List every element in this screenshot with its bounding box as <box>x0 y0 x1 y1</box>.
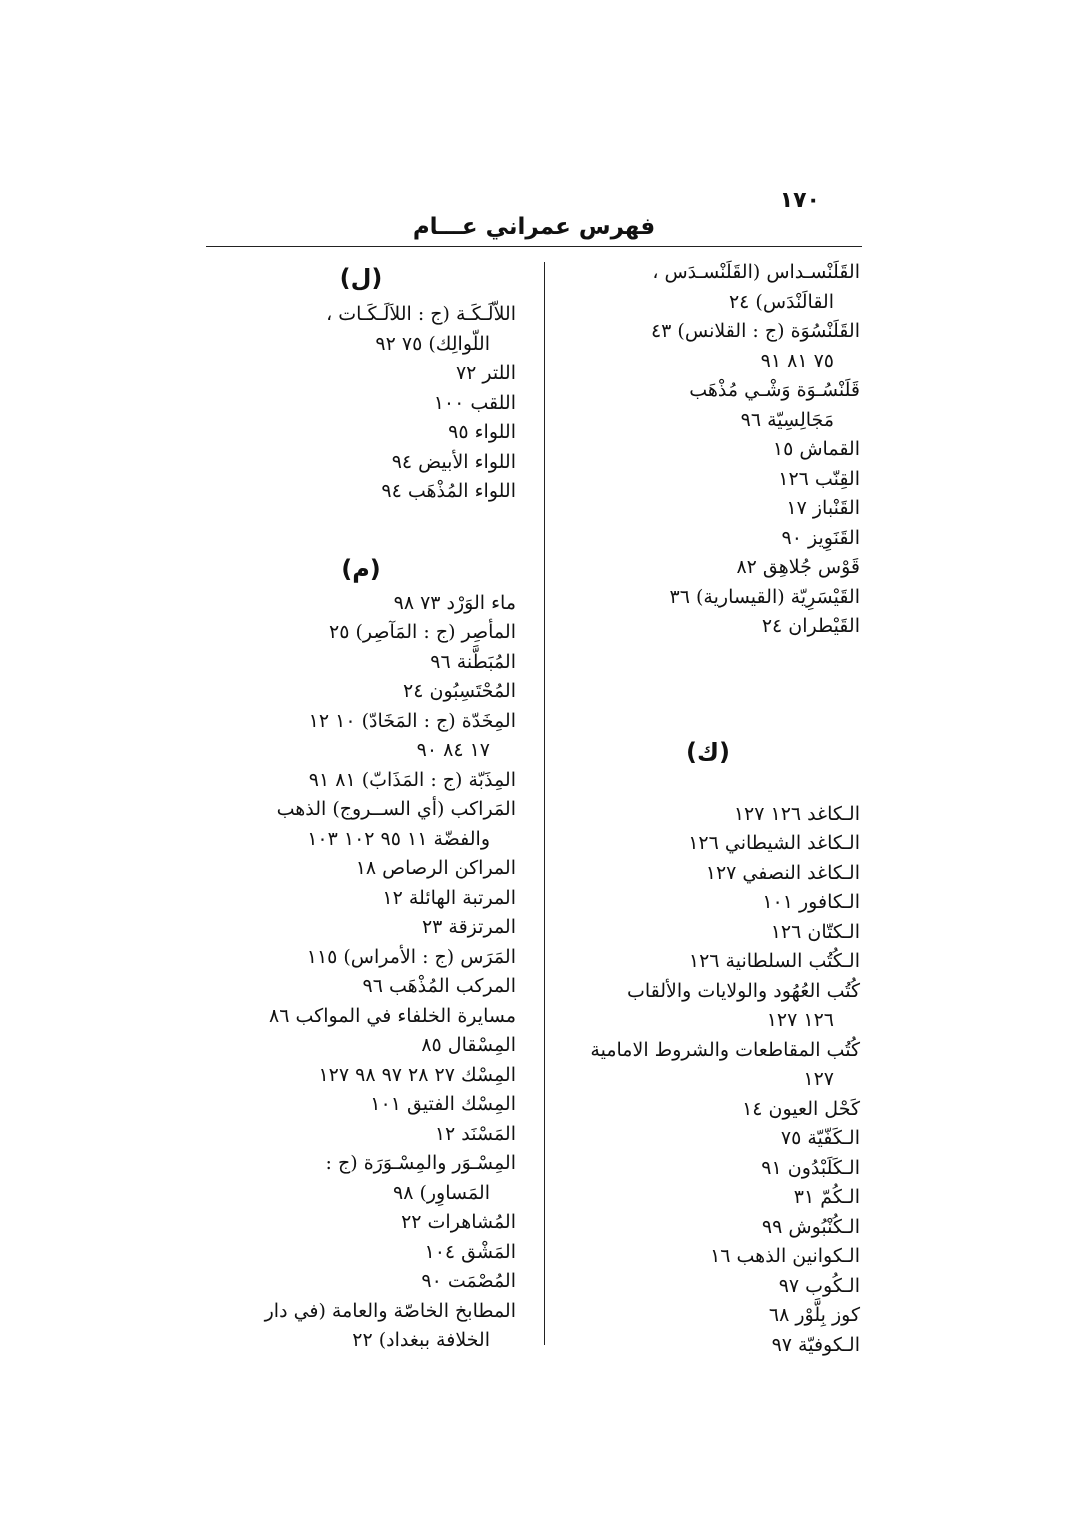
index-entry: المُحْتَسِبُون ٢٤ <box>403 680 516 702</box>
index-section-mim <box>206 589 516 1356</box>
index-entry: المأصِر (ج : المَآصِر) ٢٥ <box>329 621 516 643</box>
index-section-kaf <box>556 800 860 1361</box>
index-entry: المَرَس (ج : الأمراس) ١١٥ <box>306 945 516 968</box>
index-entry: ١٧ ٨٤ ٩٠ <box>416 739 490 761</box>
index-entry: الـكاغد النصفي ١٢٧ <box>705 861 860 884</box>
section-heading-mim: (م) <box>341 554 381 583</box>
index-entry: اللواء ٩٥ <box>448 421 516 443</box>
index-entry: القَلَنْسـداس (القَلَنْسـدَس ، <box>652 261 860 283</box>
index-entry: كَحْل العيون ١٤ <box>742 1097 860 1120</box>
index-entry: مَجَالِسِيّة ٩٦ <box>740 408 834 431</box>
index-entry: الـكاغد الشيطاني ١٢٦ <box>688 832 860 854</box>
right-column <box>556 258 860 1360</box>
index-entry: القَيْطران ٢٤ <box>761 615 860 637</box>
index-entry: المراكن الرصاص ١٨ <box>355 857 516 879</box>
index-entry: الـكوفيّة ٩٧ <box>771 1333 860 1356</box>
index-entry: اللتر ٧٢ <box>455 362 516 384</box>
index-entry: الـكَفّيّة ٧٥ <box>780 1127 860 1149</box>
index-entry: المَساوِر) ٩٨ <box>392 1181 490 1204</box>
index-entry: المرتزقة ٢٣ <box>421 916 516 938</box>
index-entry: الـكَلَبْدُون ٩١ <box>761 1156 860 1179</box>
index-entry: القَنْباز ١٧ <box>786 497 860 519</box>
index-entry: المُشاهرات ٢٢ <box>401 1211 516 1233</box>
index-entry: كُتُب المقاطعات والشروط الامامية <box>590 1038 860 1061</box>
index-entry: كُتُب العُهُود والولايات والألقاب <box>626 979 860 1002</box>
index-entry: الـكُوب ٩٧ <box>778 1274 860 1297</box>
index-entry: المُصْمَت ٩٠ <box>421 1270 516 1292</box>
index-entry: الـكُمّ ٣١ <box>793 1186 860 1208</box>
index-entry: القَيْسَرِيّة (القيسارية) ٣٦ <box>669 585 860 608</box>
index-entry: المِسْك ٢٧ ٢٨ ٩٧ ٩٨ ١٢٧ <box>318 1063 516 1086</box>
index-section-lam <box>206 300 516 507</box>
index-entry: اللواء الأبيض ٩٤ <box>391 450 516 473</box>
index-entry: ١٢٦ ١٢٧ <box>766 1009 834 1031</box>
index-entry: المطابخ الخاصّة والعامة (في دار <box>264 1299 516 1322</box>
index-entry: الـكاغد ١٢٦ ١٢٧ <box>733 802 860 825</box>
index-entry: المِذَبّة (ج : المَذَابّ) ٨١ ٩١ <box>308 768 516 791</box>
index-entry: المِسْقال ٨٥ <box>421 1034 516 1056</box>
index-entry: المِخَدّة (ج : المَخَادّ) ١٠ ١٢ <box>308 709 516 732</box>
index-entry: القَنَوِيز ٩٠ <box>781 526 860 549</box>
index-entry: المركب المُذْهَب ٩٦ <box>362 975 516 997</box>
index-entry: الـكتّان ١٢٦ <box>770 920 860 943</box>
index-entry: المَشْق ١٠٤ <box>424 1240 516 1263</box>
index-entry: والفضّة ١١ ٩٥ ١٠٢ ١٠٣ <box>307 827 490 850</box>
index-entry: قَلَنْسُـوَة وَشْـي مُذْهَب <box>689 379 860 401</box>
section-heading-lam: (ل) <box>339 264 383 292</box>
index-entry: اللّوالِك) ٧٥ ٩٢ <box>375 332 490 355</box>
left-column <box>206 258 516 1356</box>
index-entry: ١٢٧ <box>803 1068 834 1090</box>
section-heading-kaf: (ك) <box>686 737 730 766</box>
index-entry: المرتبة الهائلة ١٢ <box>382 886 516 909</box>
header-rule <box>206 246 862 247</box>
index-entry: اللاّلَـكَـة (ج : اللاَلَـكَـات ، <box>326 303 516 325</box>
index-entry: مسايرة الخلفاء في المواكب ٨٦ <box>269 1004 516 1027</box>
index-entry: ماء الوَرْد ٧٣ ٩٨ <box>393 591 516 614</box>
index-entry: اللقب ١٠٠ <box>433 391 516 414</box>
index-entry: الـكافور ١٠١ <box>762 891 860 913</box>
index-entry: اللواء المُذْهَب ٩٤ <box>381 480 516 502</box>
index-entry: المِسْك الفتيق ١٠١ <box>370 1093 516 1115</box>
running-title: فهرس عمراني عـــام <box>412 214 656 240</box>
index-entry: القماش ١٥ <box>772 438 860 460</box>
index-entry: المِسْـوَر والمِسْـوَرَة (ج : <box>325 1152 516 1174</box>
index-entry: كوز بِلَّوْر ٦٨ <box>768 1304 860 1326</box>
index-entry: القِنّب ١٢٦ <box>778 467 860 490</box>
index-entry: الـكُنْبُوش ٩٩ <box>761 1215 860 1238</box>
index-entry: الخلافة ببغداد) ٢٢ <box>352 1329 490 1351</box>
index-entry: المَراكب (أي الســروج) الذهب <box>276 798 516 820</box>
index-entry: الـكُتُب السلطانية ١٢٦ <box>688 950 860 972</box>
index-entry: ٧٥ ٨١ ٩١ <box>760 349 834 372</box>
index-entry: القَلَنْسُوَة (ج : القلانس) ٤٣ <box>650 320 860 342</box>
index-entry: قَوْس جُلاهِق ٨٢ <box>736 556 860 578</box>
index-entry: المَسْنَد ١٢ <box>434 1122 516 1145</box>
index-section-qaf <box>556 258 860 642</box>
index-entry: الـكوانين الذهب ١٦ <box>710 1245 860 1267</box>
index-entry: القالَنْدَس) ٢٤ <box>728 290 834 313</box>
page-number: ١٧٠ <box>779 188 820 213</box>
column-divider <box>544 262 545 1345</box>
index-entry: المُبَطَّنة ٩٦ <box>430 650 516 673</box>
